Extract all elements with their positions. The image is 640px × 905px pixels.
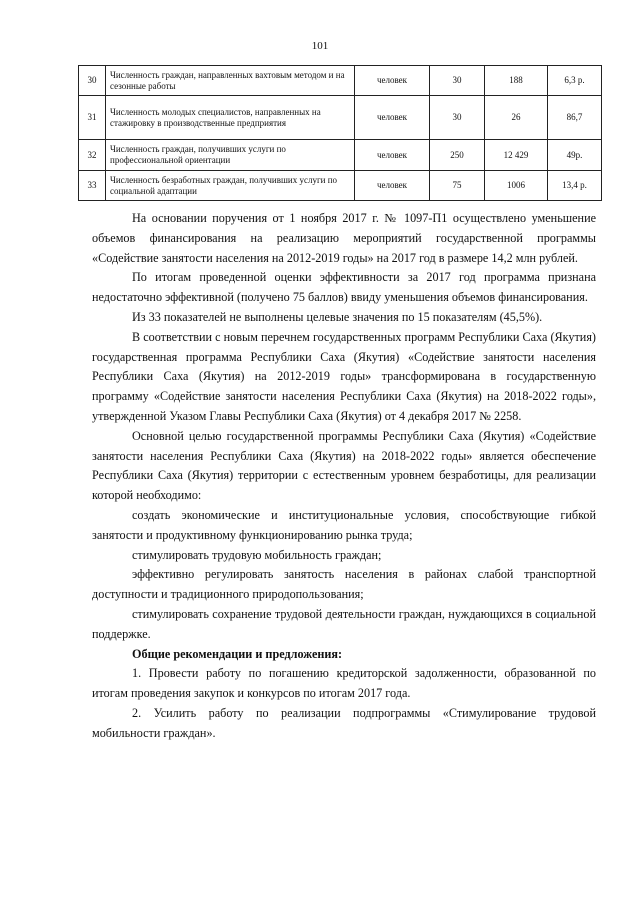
row-number-cell: 32 — [79, 140, 106, 171]
row-number-cell: 31 — [79, 96, 106, 140]
actual-value-cell: 1006 — [485, 171, 548, 201]
recommendation-item-2: 2. Усилить работу по реализации подпрограммы «Стимулирование трудовой мобильности граждан». — [92, 705, 596, 740]
actual-value-cell: 26 — [485, 96, 548, 140]
completion-cell: 49р. — [548, 140, 602, 171]
completion-cell: 13,4 р. — [548, 171, 602, 201]
row-number-cell: 33 — [79, 171, 106, 201]
paragraph-task-3: эффективно регулировать занятость населения в районах слабой транспортной доступности и традиционного природопользования; — [92, 567, 596, 602]
unit-cell: человек — [355, 140, 430, 171]
paragraph-program-goal: Основной целью государственной программы Республики Саха (Якутия) «Содействие занятости населения Республики Саха (Якутия) на 2018-2022 годы» является обеспечение Республики Саха (Якутия) территории с естественным уровнем безработицы, для реализации которой необходимо: — [92, 428, 596, 503]
row-number-cell: 30 — [79, 66, 106, 96]
paragraph-task-2: стимулировать трудовую мобильность граждан; — [132, 547, 382, 562]
paragraph-efficiency-assessment: По итогам проведенной оценки эффективности за 2017 год программа признана недостаточно эффективной (получено 75 баллов) ввиду уменьшения объемов финансирования. — [92, 270, 596, 305]
completion-cell: 86,7 — [548, 96, 602, 140]
actual-value-cell: 12 429 — [485, 140, 548, 171]
indicator-name-cell: Численность молодых специалистов, направленных на стажировку в производственные предприятия — [106, 96, 355, 140]
paragraph-funding-reduction: На основании поручения от 1 ноября 2017 г. № 1097-П1 осуществлено уменьшение объемов финансирования на реализацию мероприятий государственной программы «Содействие занятости населения на 2012-2019 годы» на 2017 год в размере 14,2 млн рублей. — [92, 211, 596, 265]
page-number: 101 — [311, 40, 329, 52]
plan-value-cell: 250 — [430, 140, 485, 171]
actual-value-cell: 188 — [485, 66, 548, 96]
plan-value-cell: 30 — [430, 66, 485, 96]
table-row — [79, 96, 602, 140]
indicator-name-cell: Численность граждан, направленных вахтовым методом и на сезонные работы — [106, 66, 355, 96]
completion-cell: 6,3 р. — [548, 66, 602, 96]
indicator-name-cell: Численность безработных граждан, получивших услуги по социальной адаптации — [106, 171, 355, 201]
recommendation-item-1: 1. Провести работу по погашению кредиторской задолженности, образованной по итогам проведения закупок и конкурсов по итогам 2017 года. — [92, 666, 596, 701]
plan-value-cell: 75 — [430, 171, 485, 201]
recommendations-heading: Общие рекомендации и предложения: — [132, 646, 343, 661]
unit-cell: человек — [355, 66, 430, 96]
unit-cell: человек — [355, 96, 430, 140]
table-row — [79, 171, 602, 201]
table-row — [79, 140, 602, 171]
indicator-name-cell: Численность граждан, получивших услуги по профессиональной ориентации — [106, 140, 355, 171]
indicators-table — [78, 65, 602, 201]
table-row — [79, 66, 602, 96]
plan-value-cell: 30 — [430, 96, 485, 140]
body-text — [92, 209, 596, 744]
paragraph-task-1: создать экономические и институциональные условия, способствующие гибкой занятости и продуктивному функционированию рынка труда; — [92, 507, 596, 542]
paragraph-task-4: стимулировать сохранение трудовой деятельности граждан, нуждающихся в социальной поддержке. — [92, 606, 596, 641]
unit-cell: человек — [355, 171, 430, 201]
paragraph-program-transformation: В соответствии с новым перечнем государственных программ Республики Саха (Якутия) государственная программа Республики Саха (Якутия) «Содействие занятости населения Республики Саха (Якутия) на 2012-2019 годы» трансформирована в государственную программу «Содействие занятости населения Республики Саха (Якутия) на 2018-2022 годы», утвержденной Указом Главы Республики Саха (Якутия) от 4 декабря 2017 № 2258. — [92, 329, 596, 423]
paragraph-unmet-indicators: Из 33 показателей не выполнены целевые значения по 15 показателям (45,5%). — [132, 309, 543, 324]
